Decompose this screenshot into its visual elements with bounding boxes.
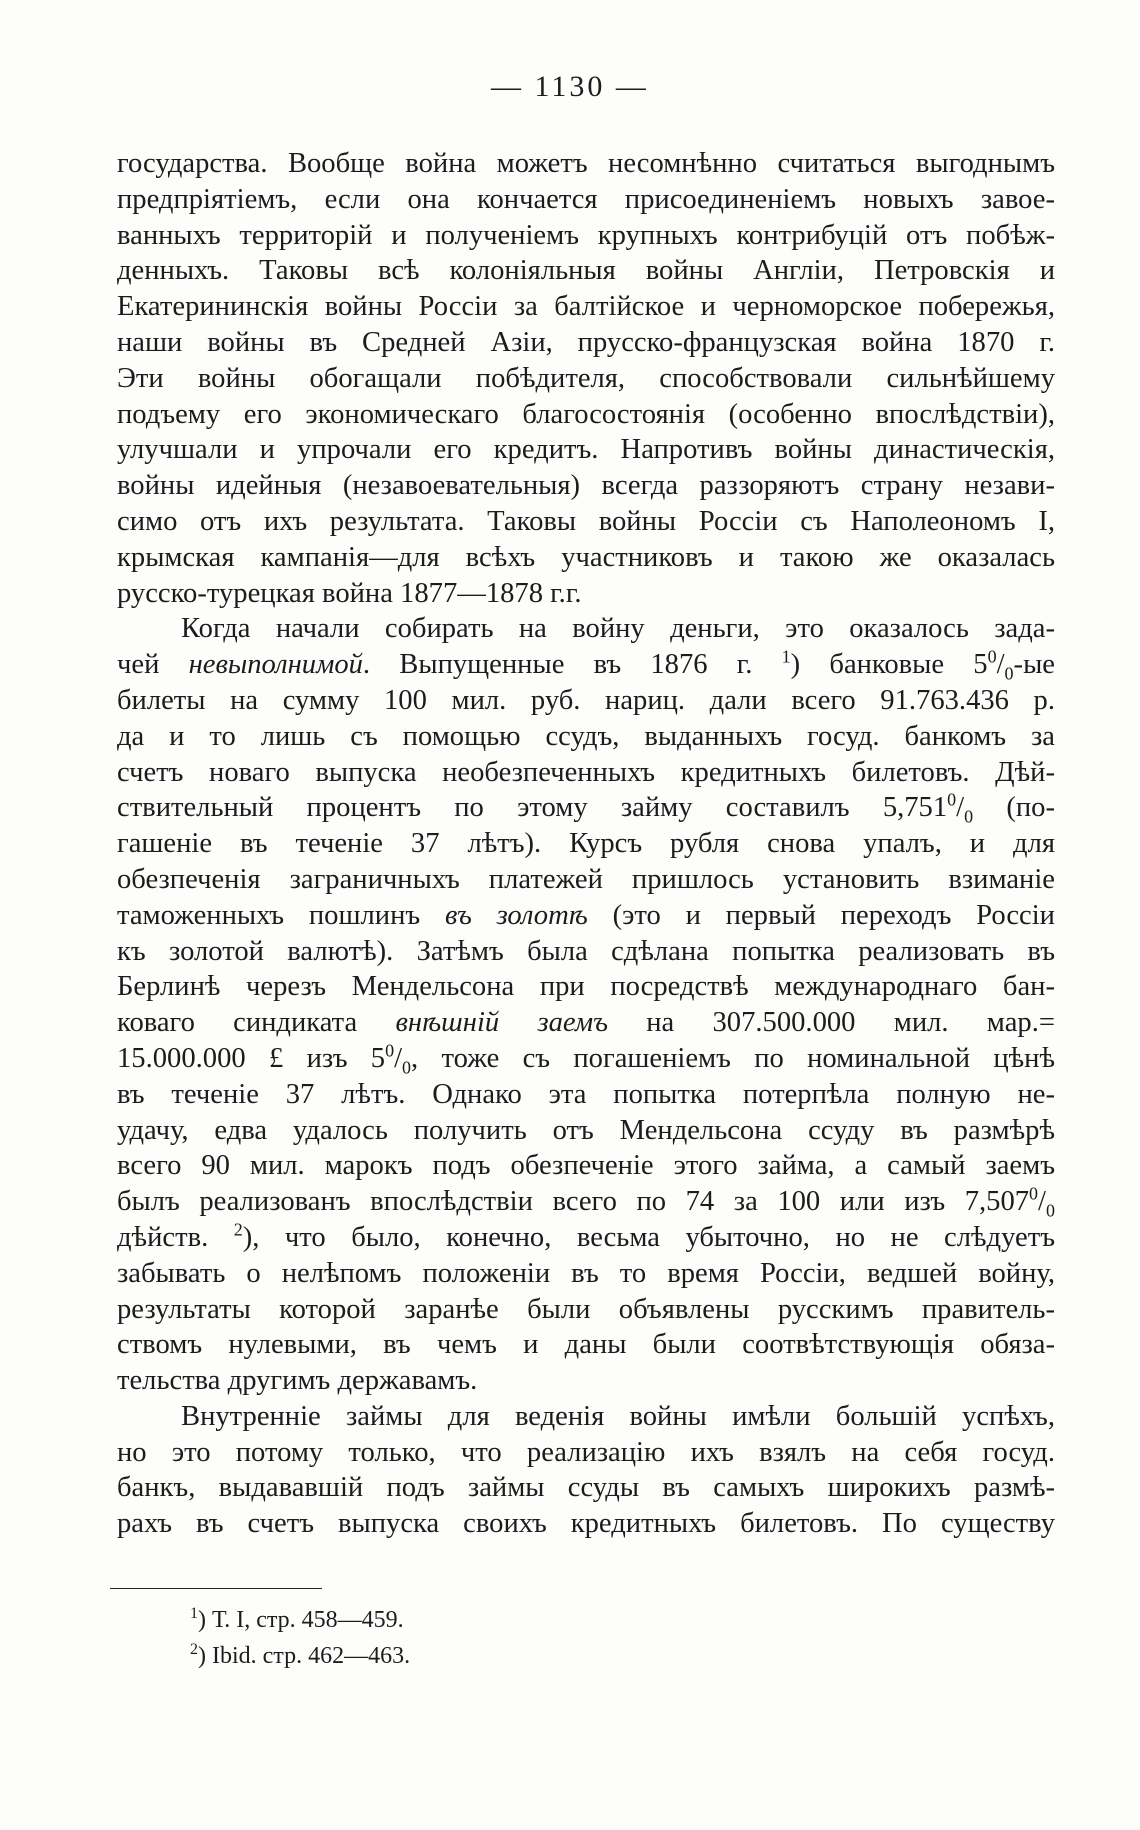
footnote-mark: 2	[190, 1641, 198, 1658]
paragraph-1	[117, 146, 1055, 611]
text-line: обезпеченія заграничныхъ платежей пришлось установить взиманіе	[117, 863, 1055, 895]
text-line	[117, 1220, 1055, 1256]
text-line: результаты которой заранѣе были объявлены русскимъ правитель-	[117, 1293, 1055, 1325]
text-line	[117, 898, 1055, 934]
paragraph-2	[117, 611, 1055, 1399]
footnote-text: ) Т. I, стр. 458—459.	[198, 1607, 404, 1633]
footnote-ref: 1	[781, 646, 791, 667]
text-run: коваго синдиката	[117, 1007, 396, 1039]
subscript: 0	[1004, 663, 1014, 684]
subscript: 0	[964, 807, 974, 828]
text-line: всего 90 мил. марокъ подъ обезпеченіе этого займа, а самый заемъ	[117, 1150, 1055, 1182]
subscript: 0	[1046, 1200, 1055, 1221]
superscript: 0	[385, 1040, 395, 1061]
text-run: -ые	[1013, 649, 1055, 681]
text-line: крымская кампанія—для всѣхъ участниковъ и такою же оказалась	[117, 541, 1055, 573]
footnote	[190, 1602, 790, 1638]
footnote-divider	[110, 1588, 322, 1589]
text-line: счетъ новаго выпуска необезпеченныхъ кредитныхъ билетовъ. Дѣй-	[117, 756, 1055, 788]
text-line: Берлинѣ черезъ Мендельсона при посредствѣ международнаго бан-	[117, 971, 1055, 1003]
text-run: таможенныхъ пошлинъ	[117, 899, 445, 931]
subscript: 0	[402, 1057, 412, 1078]
text-line	[117, 1184, 1055, 1220]
text-line: гашеніе въ теченіе 37 лѣтъ). Курсъ рубля снова упалъ, и для	[117, 828, 1055, 860]
text-run: /	[394, 1042, 403, 1074]
text-line: Когда начали собирать на войну деньги, это оказалось зада-	[181, 613, 1055, 645]
emphasis-text: внѣшній заемъ	[395, 1007, 608, 1039]
text-line: Эти войны обогащали побѣдителя, способствовали сильнѣйшему	[117, 362, 1055, 394]
text-line: подъему его экономическаго благосостоянія (особенно впослѣдствіи),	[117, 398, 1055, 430]
text-run: ), что было, конечно, весьма убыточно, но не слѣдуетъ	[242, 1221, 1055, 1253]
text-line: улучшали и упрочали его кредитъ. Напротивъ войны династическія,	[117, 434, 1055, 466]
text-line: русско-турецкая война 1877—1878 г.г.	[117, 577, 582, 609]
footnote-ref: 2	[233, 1219, 243, 1240]
paragraph-3	[117, 1399, 1055, 1542]
text-run: /	[1038, 1186, 1046, 1218]
text-line: рахъ въ счетъ выпуска своихъ кредитныхъ билетовъ. По существу	[117, 1508, 1055, 1540]
text-run: былъ реализованъ впослѣдствіи всего по 74 за 100 или изъ 7,507	[117, 1186, 1030, 1218]
text-run: (это и первый переходъ Россіи	[587, 899, 1055, 931]
emphasis-text: въ золотѣ	[444, 899, 588, 931]
text-line: предпріятіемъ, если она кончается присоединеніемъ новыхъ завое-	[117, 183, 1055, 215]
text-line: войны идейныя (незавоевательныя) всегда раззоряютъ страну незави-	[117, 470, 1055, 502]
text-line: государства. Вообще война можетъ несомнѣнно считаться выгоднымъ	[117, 148, 1055, 179]
text-line: тельства другимъ державамъ.	[117, 1365, 478, 1397]
text-line: ванныхъ территорій и полученіемъ крупныхъ контрибуцій отъ побѣж-	[117, 219, 1055, 251]
text-line: денныхъ. Таковы всѣ колоніяльныя войны Англіи, Петровскія и	[117, 255, 1055, 287]
text-line: наши войны въ Средней Азіи, прусско-французская война 1870 г.	[117, 326, 1055, 358]
footnote-text: ) Ibid. стр. 462—463.	[198, 1643, 411, 1669]
text-line: ствомъ нулевыми, въ чемъ и даны были соотвѣтствующія обяза-	[117, 1329, 1055, 1361]
text-line: симо отъ ихъ результата. Таковы войны Россіи съ Наполеономъ I,	[117, 505, 1055, 537]
text-line: но это потому только, что реализацію ихъ взялъ на себя госуд.	[117, 1436, 1055, 1468]
text-line: билеты на сумму 100 мил. руб. нариц. дали всего 91.763.436 р.	[117, 684, 1055, 716]
text-run: , тоже съ погашеніемъ по номинальной цѣнѣ	[411, 1042, 1055, 1074]
footnotes	[190, 1602, 790, 1674]
page-number: — 1130 —	[491, 70, 649, 103]
text-run: на 307.500.000 мил. мар.=	[607, 1007, 1055, 1039]
footnote	[190, 1638, 790, 1674]
superscript: 0	[987, 646, 997, 667]
text-line	[117, 790, 1055, 826]
text-line: въ теченіе 37 лѣтъ. Однако эта попытка потерпѣла полную не-	[117, 1078, 1055, 1110]
superscript: 0	[1029, 1183, 1039, 1204]
text-run: ствительный процентъ по этому займу составилъ 5,751	[117, 792, 948, 824]
text-line: къ золотой валютѣ). Затѣмъ была сдѣлана попытка реализовать въ	[117, 935, 1055, 967]
emphasis-text: невыполнимой	[188, 649, 363, 681]
text-run: чей	[117, 649, 189, 681]
text-line	[117, 1005, 1055, 1041]
text-line: Екатерининскія войны Россіи за балтійское и черноморское побережья,	[117, 291, 1055, 323]
body-text	[117, 146, 1055, 1542]
text-line	[117, 1041, 1055, 1077]
text-line	[117, 647, 1055, 683]
text-line: удачу, едва удалось получить отъ Мендельсона ссуду въ размѣрѣ	[117, 1114, 1055, 1146]
text-run: . Выпущенные въ 1876 г.	[362, 649, 782, 681]
text-line: да и то лишь съ помощью ссудъ, выданныхъ госуд. банкомъ за	[117, 720, 1055, 752]
text-run: дѣйств.	[117, 1221, 234, 1253]
footnote-mark: 1	[190, 1605, 198, 1622]
text-run: /	[996, 649, 1005, 681]
text-run: 15.000.000 £ изъ 5	[117, 1042, 386, 1074]
text-run: /	[956, 792, 965, 824]
text-run: (по-	[973, 792, 1055, 824]
text-line: банкъ, выдававшій подъ займы ссуды въ самыхъ широкихъ размѣ-	[117, 1472, 1055, 1504]
text-line: забывать о нелѣпомъ положеніи въ то время Россіи, ведшей войну,	[117, 1257, 1055, 1289]
text-line: Внутренніе займы для веденія войны имѣли большій успѣхъ,	[181, 1400, 1055, 1432]
text-run: ) банковые 5	[790, 649, 988, 681]
superscript: 0	[947, 789, 957, 810]
